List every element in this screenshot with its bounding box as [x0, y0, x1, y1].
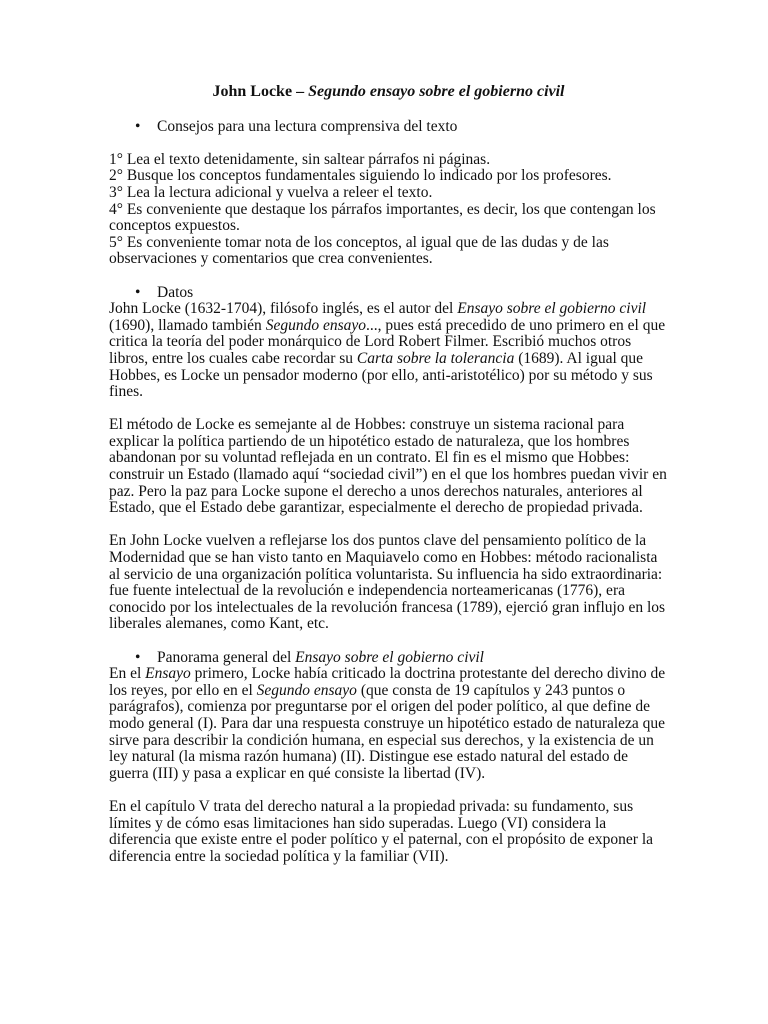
work-title-ensayo: Ensayo sobre el gobierno civil: [457, 300, 647, 318]
data-paragraph-3: En John Locke vuelven a reflejarse los dos puntos clave del pensamiento político de la Modernidad que se han visto tanto en Maquiavelo como en Hobbes: método racionalista al servicio de una organización política voluntarista. Su influencia ha sido extraordinaria: fue fuente intelectual de la revolución e independencia norteamericanas (1776), era conocido por los intelectuales de la revolución francesa (1789), ejerció gran influjo en los liberales alemanes, como Kant, etc.: [109, 532, 666, 633]
reading-step-4: 4° Es conveniente que destaque los párrafos importantes, es decir, los que contengan los conceptos expuestos.: [109, 200, 656, 235]
reading-step-2: 2° Busque los conceptos fundamentales siguiendo lo indicado por los profesores.: [109, 167, 612, 185]
text-run: primero, Locke había criticado la doctrina protestante del derecho divino de los reyes, por ello en el: [109, 665, 666, 699]
reading-step-5: 5° Es conveniente tomar nota de los conceptos, al igual que de las dudas y de las observaciones y comentarios que crea convenientes.: [109, 233, 609, 268]
text-run: En el: [109, 665, 146, 683]
bullet-icon: •: [135, 117, 141, 135]
title-work: Segundo ensayo sobre el gobierno civil: [308, 83, 565, 100]
work-title-carta: Carta sobre la tolerancia: [356, 349, 515, 367]
reading-step-1: 1° Lea el texto detenidamente, sin saltear párrafos ni páginas.: [109, 150, 491, 168]
text-run: ..., pues está precedido de uno primero en el que critica la teoría del poder monárquico de Lord Robert Filmer. Escribió muchos otros libros, entre los cuales cabe recordar su: [109, 316, 666, 367]
overview-heading: [109, 650, 668, 667]
reading-step-3: 3° Lea la lectura adicional y vuelva a releer el texto.: [109, 183, 433, 201]
overview-paragraph-2: En el capítulo V trata del derecho natural a la propiedad privada: su fundamento, sus límites y de cómo esas limitaciones han sido superadas. Luego (VI) considera la diferencia que existe entre el poder político y el paternal, con el propósito de exponer la diferencia entre la sociedad política y la familiar (VII).: [109, 797, 654, 865]
work-title-segundo-ensayo: Segundo ensayo: [256, 681, 357, 699]
document-title: [109, 84, 668, 101]
title-dash: –: [292, 83, 309, 100]
work-title-ensayo: Ensayo: [145, 665, 191, 683]
overview-heading-text: Panorama general del: [157, 648, 296, 666]
title-author: John Locke: [212, 83, 293, 100]
work-title-segundo-ensayo: Segundo ensayo: [265, 316, 366, 334]
reading-tips-heading-text: Consejos para una lectura comprensiva del texto: [157, 117, 458, 135]
text-run: (1690), llamado también: [109, 316, 266, 334]
text-run: (que consta de 19 capítulos y 243 puntos o parágrafos), comienza por preguntarse por el origen del poder político, al que define de modo general (I). Para dar una respuesta construye un hipotético estado de naturaleza que sirve para describir la condición humana, en especial sus derechos, y la existencia de un ley natural (la misma razón humana) (II). Distingue ese estado natural del estado de guerra (III) y pasa a explicar en qué consiste la libertad (IV).: [109, 681, 666, 782]
reading-tips-heading: [109, 119, 668, 136]
overview-heading-work: Ensayo sobre el gobierno civil: [295, 648, 484, 666]
bullet-icon: •: [135, 648, 141, 666]
data-heading-text: Datos: [157, 283, 194, 301]
text-run: John Locke (1632-1704), filósofo inglés, es el autor del: [109, 300, 458, 318]
data-paragraph-2: El método de Locke es semejante al de Hobbes: construye un sistema racional para explicar la política partiendo de un hipotético estado de naturaleza, que los hombres abandonan por su voluntad reflejada en un contrato. El fin es el mismo que Hobbes: construir un Estado (llamado aquí “sociedad civil”) en el que los hombres puedan vivir en paz. Pero la paz para Locke supone el derecho a unos derechos naturales, anteriores al Estado, que el Estado debe garantizar, especialmente el derecho de propiedad privada.: [109, 416, 667, 517]
data-paragraph-1: [109, 301, 668, 401]
text-run: (1689). Al igual que Hobbes, es Locke un pensador moderno (por ello, anti-aristotélico) por su método y sus fines.: [109, 349, 653, 401]
overview-paragraph-1: [109, 666, 668, 782]
bullet-icon: •: [135, 283, 141, 301]
data-heading: [109, 285, 668, 302]
